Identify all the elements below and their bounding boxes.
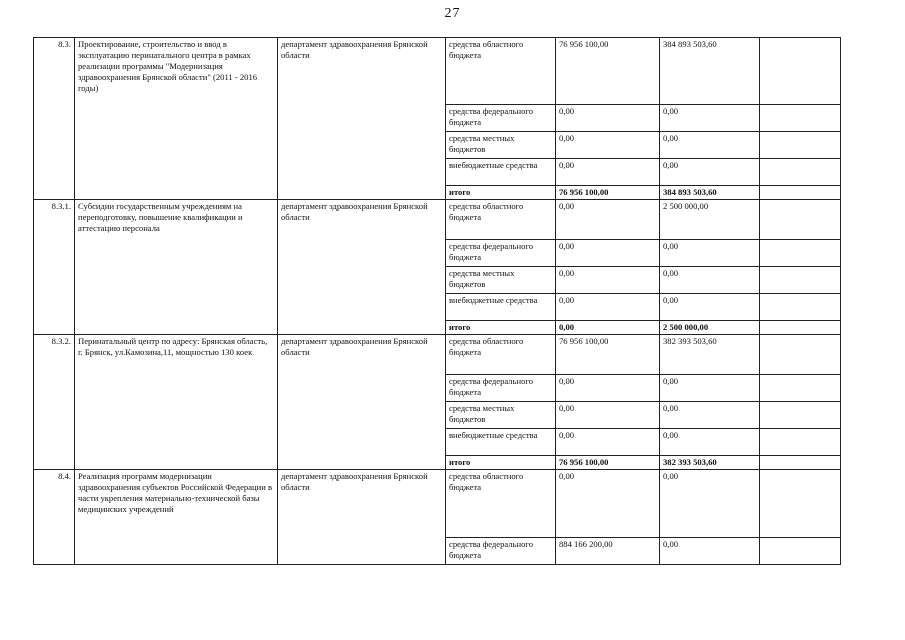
amount-2: 384 893 503,60 <box>660 38 760 105</box>
amount-1: 0,00 <box>556 429 660 456</box>
table-row <box>34 470 841 538</box>
item-description: Реализация программ модернизации здравоохранения субъектов Российской Федерации в части укрепления материально-технической базы медицинских учреждений <box>75 470 278 565</box>
item-executor: департамент здравоохранения Брянской области <box>278 38 446 200</box>
funding-source: средства местных бюджетов <box>446 132 556 159</box>
empty-cell <box>760 240 841 267</box>
amount-2: 0,00 <box>660 402 760 429</box>
funding-source: внебюджетные средства <box>446 429 556 456</box>
item-executor: департамент здравоохранения Брянской области <box>278 470 446 565</box>
amount-1: 0,00 <box>556 200 660 240</box>
amount-2: 0,00 <box>660 267 760 294</box>
funding-source: средства федерального бюджета <box>446 375 556 402</box>
funding-source-total: итого <box>446 186 556 200</box>
amount-2-total: 382 393 503,60 <box>660 456 760 470</box>
amount-1-total: 76 956 100,00 <box>556 456 660 470</box>
amount-2: 0,00 <box>660 429 760 456</box>
empty-cell <box>760 335 841 375</box>
amount-1: 76 956 100,00 <box>556 335 660 375</box>
funding-source: внебюджетные средства <box>446 159 556 186</box>
item-number: 8.3. <box>34 38 75 200</box>
empty-cell <box>760 470 841 538</box>
amount-2: 382 393 503,60 <box>660 335 760 375</box>
empty-cell <box>760 200 841 240</box>
amount-1: 0,00 <box>556 240 660 267</box>
amount-2: 0,00 <box>660 375 760 402</box>
empty-cell <box>760 538 841 565</box>
table-row <box>34 200 841 240</box>
page-number: 27 <box>444 6 461 21</box>
amount-2: 0,00 <box>660 159 760 186</box>
empty-cell <box>760 321 841 335</box>
amount-2: 0,00 <box>660 470 760 538</box>
item-executor: департамент здравоохранения Брянской области <box>278 200 446 335</box>
empty-cell <box>760 294 841 321</box>
funding-source-total: итого <box>446 321 556 335</box>
amount-2: 0,00 <box>660 132 760 159</box>
amount-2: 0,00 <box>660 538 760 565</box>
amount-2: 2 500 000,00 <box>660 200 760 240</box>
amount-2-total: 384 893 503,60 <box>660 186 760 200</box>
item-description: Субсидии государственным учреждениям на переподготовку, повышение квалификации и аттестацию персонала <box>75 200 278 335</box>
amount-1: 0,00 <box>556 294 660 321</box>
item-number: 8.4. <box>34 470 75 565</box>
empty-cell <box>760 132 841 159</box>
amount-1-total: 76 956 100,00 <box>556 186 660 200</box>
empty-cell <box>760 186 841 200</box>
funding-source: средства федерального бюджета <box>446 240 556 267</box>
amount-2: 0,00 <box>660 294 760 321</box>
empty-cell <box>760 402 841 429</box>
empty-cell <box>760 267 841 294</box>
funding-source: средства федерального бюджета <box>446 105 556 132</box>
amount-1: 884 166 200,00 <box>556 538 660 565</box>
item-number: 8.3.1. <box>34 200 75 335</box>
item-executor: департамент здравоохранения Брянской области <box>278 335 446 470</box>
funding-source: средства областного бюджета <box>446 335 556 375</box>
funding-source: средства областного бюджета <box>446 38 556 105</box>
funding-source: средства областного бюджета <box>446 470 556 538</box>
budget-table <box>33 37 841 565</box>
empty-cell <box>760 456 841 470</box>
empty-cell <box>760 429 841 456</box>
table-row <box>34 38 841 105</box>
empty-cell <box>760 159 841 186</box>
funding-source: средства федерального бюджета <box>446 538 556 565</box>
funding-source: средства областного бюджета <box>446 200 556 240</box>
amount-1: 0,00 <box>556 105 660 132</box>
item-description: Проектирование, строительство и ввод в эксплуатацию перинатального центра в рамках реализации программы "Модернизация здравоохранения Брянской области" (2011 - 2016 годы) <box>75 38 278 200</box>
funding-source: средства местных бюджетов <box>446 402 556 429</box>
amount-1: 76 956 100,00 <box>556 38 660 105</box>
amount-2: 0,00 <box>660 105 760 132</box>
funding-source-total: итого <box>446 456 556 470</box>
item-number: 8.3.2. <box>34 335 75 470</box>
amount-1: 0,00 <box>556 375 660 402</box>
funding-source: средства местных бюджетов <box>446 267 556 294</box>
empty-cell <box>760 105 841 132</box>
empty-cell <box>760 38 841 105</box>
amount-1: 0,00 <box>556 402 660 429</box>
amount-1: 0,00 <box>556 132 660 159</box>
amount-2: 0,00 <box>660 240 760 267</box>
amount-2-total: 2 500 000,00 <box>660 321 760 335</box>
amount-1: 0,00 <box>556 267 660 294</box>
item-description: Перинатальный центр по адресу: Брянская область, г. Брянск, ул.Камозина,11, мощностью 130 коек <box>75 335 278 470</box>
empty-cell <box>760 375 841 402</box>
table-row <box>34 335 841 375</box>
amount-1: 0,00 <box>556 159 660 186</box>
amount-1-total: 0,00 <box>556 321 660 335</box>
amount-1: 0,00 <box>556 470 660 538</box>
funding-source: внебюджетные средства <box>446 294 556 321</box>
